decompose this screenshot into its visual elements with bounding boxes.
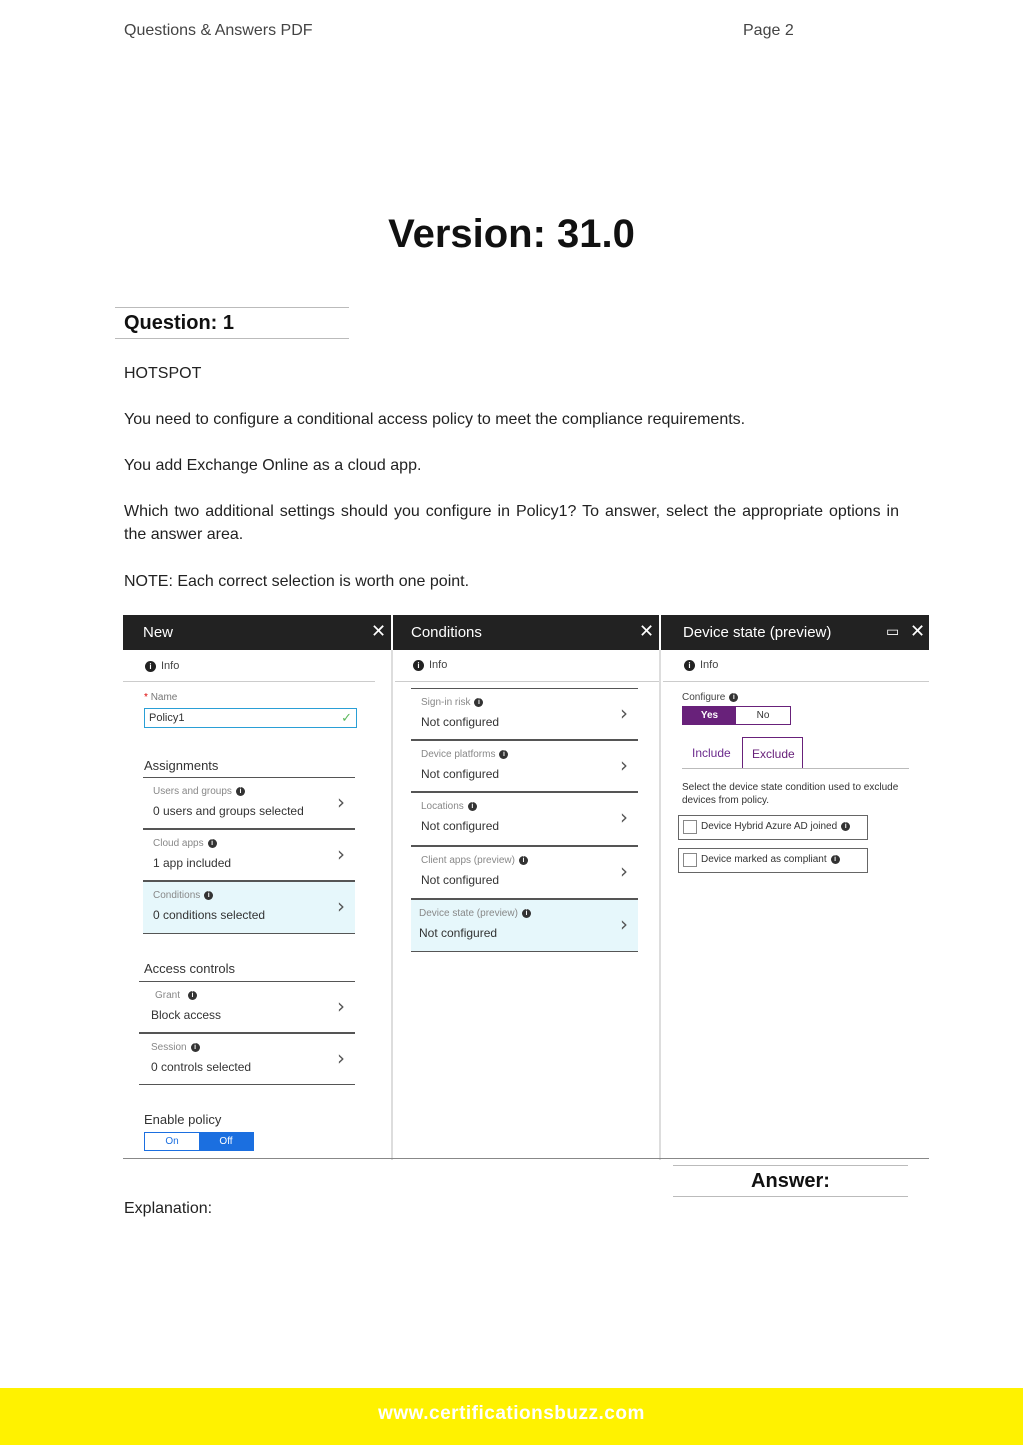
cloud-apps-item[interactable] [143,829,355,881]
configure-toggle[interactable] [682,706,791,725]
question-note: NOTE: Each correct selection is worth one point. [124,573,470,590]
condition-value: Not configured [419,926,498,940]
checkmark-icon: ✓ [341,710,352,725]
cloud-apps-label: Cloud apps i [153,838,217,849]
grant-value: Block access [151,1008,222,1022]
enable-policy-heading: Enable policy [144,1112,222,1127]
toggle-off-option[interactable]: Off [199,1133,253,1150]
chevron-right-icon: › [620,859,628,883]
cloud-apps-value: 1 app included [153,856,232,870]
device-panel-title: Device state (preview) [683,624,832,641]
new-panel-title: New [143,624,174,641]
access-controls-heading: Access controls [144,961,236,976]
condition-value: Not configured [421,715,500,729]
option-hybrid-azure-ad-joined[interactable] [678,815,868,840]
option-label: Device Hybrid Azure AD joined i [701,821,850,832]
name-input[interactable] [144,708,357,728]
grant-item[interactable] [139,981,355,1033]
close-icon[interactable]: ✕ [639,621,655,641]
close-icon[interactable]: ✕ [371,621,387,641]
chevron-right-icon: › [337,894,345,918]
info-icon: i [191,1043,200,1052]
condition-item-device-platforms[interactable] [411,740,638,792]
maximize-icon[interactable]: ▭ [886,623,900,639]
info-icon: i [841,822,850,831]
conditions-value: 0 conditions selected [153,908,266,922]
info-link[interactable]: i Info [684,659,718,671]
condition-value: Not configured [421,767,500,781]
version-title: Version: 31.0 [388,212,635,256]
condition-label: Device platforms i [421,749,508,760]
hotspot-screenshot [123,615,929,1160]
condition-label: Sign-in risk i [421,697,483,708]
condition-value: Not configured [421,819,500,833]
header-page-number: Page 2 [743,22,794,39]
condition-item-client-apps[interactable] [411,846,638,899]
divider [663,681,929,682]
option-label: Device marked as compliant i [701,854,840,865]
divider [395,681,659,682]
screenshot-bottom-border [123,1158,929,1159]
tab-underline [682,768,909,769]
chevron-right-icon: › [337,1046,345,1070]
question-type: HOTSPOT [124,365,202,382]
session-item[interactable] [139,1033,355,1085]
configure-label: Configure i [682,692,738,703]
question-label: Question: 1 [124,312,235,334]
divider [123,681,375,682]
configure-yes-option[interactable]: Yes [683,707,736,724]
name-input-value: Policy1 [149,712,185,724]
info-icon: i [236,787,245,796]
device-panel-titlebar [661,615,929,650]
users-and-groups-label: Users and groups i [153,786,245,797]
chevron-right-icon: › [337,842,345,866]
header-doc-title: Questions & Answers PDF [124,22,313,39]
info-icon: i [831,855,840,864]
tab-exclude[interactable] [742,737,803,769]
panel-divider [391,650,393,1160]
info-icon: i [468,802,477,811]
checkbox[interactable] [683,820,697,834]
condition-item-locations[interactable] [411,792,638,846]
session-value: 0 controls selected [151,1060,252,1074]
conditions-panel-titlebar [393,615,659,650]
option-marked-as-compliant[interactable] [678,848,868,873]
conditions-label: Conditions i [153,890,213,901]
info-icon: i [474,698,483,707]
info-icon: i [188,991,197,1000]
condition-label: Locations i [421,801,477,812]
condition-value: Not configured [421,873,500,887]
chevron-right-icon: › [620,912,628,936]
chevron-right-icon: › [337,994,345,1018]
checkbox[interactable] [683,853,697,867]
footer-url[interactable]: www.certificationsbuzz.com [378,1403,645,1424]
users-and-groups-item[interactable] [143,777,355,829]
chevron-right-icon: › [620,701,628,725]
close-icon[interactable]: ✕ [910,621,926,641]
enable-policy-toggle[interactable] [144,1132,254,1151]
info-icon: i [729,693,738,702]
device-state-description: Select the device state condition used to exclude devices from policy. [682,782,899,806]
new-panel-titlebar [123,615,391,650]
toggle-on-option[interactable]: On [145,1133,199,1150]
users-and-groups-value: 0 users and groups selected [153,804,304,818]
configure-no-option[interactable]: No [736,707,790,724]
info-icon: i [499,750,508,759]
chevron-right-icon: › [337,790,345,814]
name-field-label: * Name [144,692,178,703]
info-icon: i [413,660,424,671]
question-paragraph-2: You add Exchange Online as a cloud app. [124,457,422,474]
info-icon: i [208,839,217,848]
chevron-right-icon: › [620,805,628,829]
condition-label: Client apps (preview) i [421,855,528,866]
chevron-right-icon: › [620,753,628,777]
info-icon: i [145,661,156,672]
tab-exclude-label: Exclude [752,747,795,761]
tab-include[interactable]: Include [692,746,731,760]
condition-item-sign-in-risk[interactable] [411,688,638,740]
explanation-label: Explanation: [124,1200,213,1217]
info-icon: i [684,660,695,671]
question-paragraph-3: Which two additional settings should you configure in Policy1? To answer, select the appropriate options in the answer area. [124,503,899,543]
question-paragraph-1: You need to configure a conditional access policy to meet the compliance requirements. [124,411,746,428]
answer-label: Answer: [751,1170,830,1192]
conditions-panel-title: Conditions [411,624,482,641]
footer-banner [0,1388,1023,1445]
grant-label: Grant i [155,990,197,1001]
conditions-item[interactable] [143,881,355,934]
info-icon: i [519,856,528,865]
condition-item-device-state[interactable] [411,899,638,952]
condition-label: Device state (preview) i [419,908,531,919]
info-link[interactable]: i Info [413,659,447,671]
panel-divider [659,650,661,1160]
assignments-heading: Assignments [144,758,219,773]
info-icon: i [522,909,531,918]
info-link[interactable]: i Info [145,660,179,672]
info-icon: i [204,891,213,900]
session-label: Session i [151,1042,200,1053]
